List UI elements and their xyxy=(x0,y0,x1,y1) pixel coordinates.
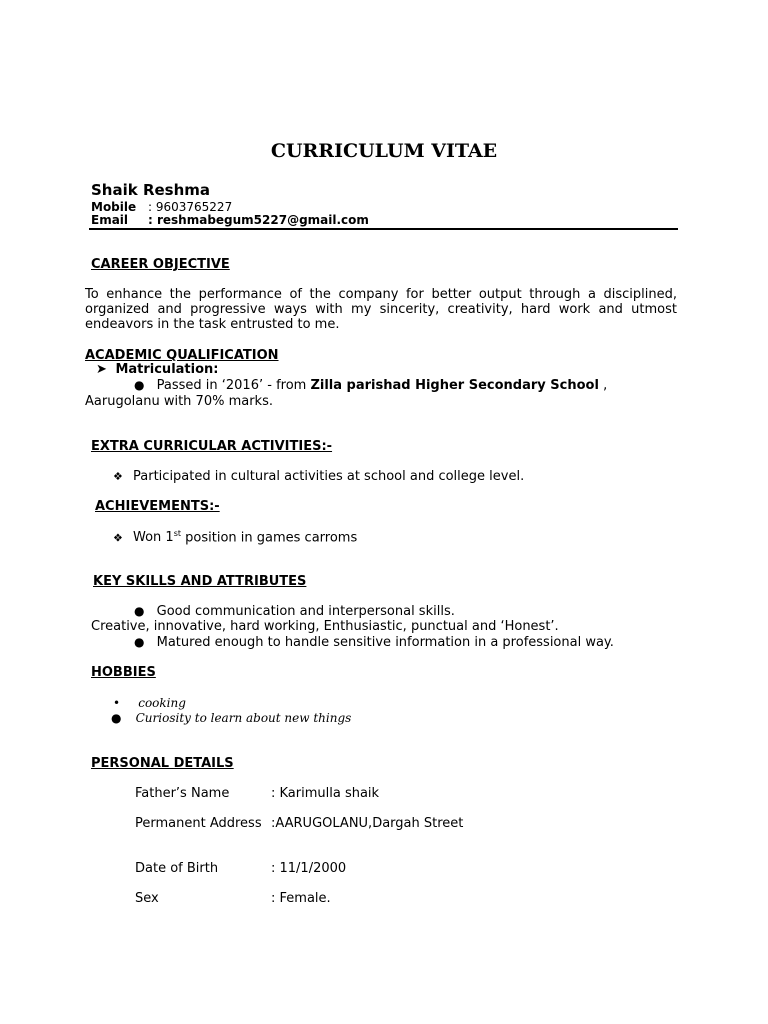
diamond-bullet-icon: ❖ xyxy=(113,531,123,545)
extra-curricular-item xyxy=(113,469,524,484)
achievement-pre: Won 1 xyxy=(133,530,174,546)
career-objective-text: To enhance the performance of the company for better output through a disciplined, organized and progressive ways with my sincerity, creativity, hard work and utmost endeavors in the task entrusted to me. xyxy=(85,287,677,332)
skill-text-3: Matured enough to handle sensitive information in a professional way. xyxy=(156,635,614,650)
personal-value-address: :AARUGOLANU,Dargah Street xyxy=(271,816,464,831)
personal-value-sex: : Female. xyxy=(271,891,331,906)
bullet-icon: ● xyxy=(134,604,145,618)
personal-label-sex: Sex xyxy=(135,891,159,906)
achievements-heading: ACHIEVEMENTS:- xyxy=(95,499,220,514)
achievement-sup: st xyxy=(173,529,182,538)
academic-line-post: , xyxy=(598,378,608,393)
skill-text-1: Good communication and interpersonal skills. xyxy=(156,604,455,619)
mobile-value: : 9603765227 xyxy=(148,200,233,214)
bullet-icon: • xyxy=(113,696,121,710)
school-name: Zilla parishad Higher Secondary School xyxy=(310,378,599,393)
academic-heading: ACADEMIC QUALIFICATION xyxy=(85,348,279,363)
personal-details-heading: PERSONAL DETAILS xyxy=(91,756,234,771)
bullet-icon: ● xyxy=(134,378,145,392)
matriculation-item xyxy=(96,362,218,377)
email-label: Email xyxy=(91,213,129,227)
achievement-item xyxy=(113,529,357,545)
hobby-item-1 xyxy=(113,696,186,711)
personal-label-address: Permanent Address xyxy=(135,816,262,831)
achievement-post: position in games carroms xyxy=(181,530,358,546)
academic-line-pre: Passed in ‘2016’ - from xyxy=(156,378,311,393)
key-skills-heading: KEY SKILLS AND ATTRIBUTES xyxy=(93,574,307,589)
personal-value-dob: : 11/1/2000 xyxy=(271,861,347,876)
candidate-name: Shaik Reshma xyxy=(91,181,211,199)
hobby-text-2: Curiosity to learn about new things xyxy=(135,711,352,725)
extra-curricular-heading: EXTRA CURRICULAR ACTIVITIES:- xyxy=(91,439,333,454)
matriculation-label: Matriculation: xyxy=(115,362,219,377)
hobby-text-1: cooking xyxy=(138,696,186,710)
personal-label-father: Father’s Name xyxy=(135,786,230,801)
arrow-bullet-icon: ➤ xyxy=(96,362,107,377)
extra-curricular-text: Participated in cultural activities at school and college level. xyxy=(133,469,525,484)
academic-line xyxy=(134,378,607,393)
skill-item-1 xyxy=(134,604,455,619)
skill-line-2: Creative, innovative, hard working, Enthusiastic, punctual and ‘Honest’. xyxy=(91,619,559,634)
email-value: : reshmabegum5227@gmail.com xyxy=(148,213,369,227)
personal-value-father: : Karimulla shaik xyxy=(271,786,380,801)
page-title: CURRICULUM VITAE xyxy=(270,140,498,162)
skill-item-3 xyxy=(134,635,614,650)
mobile-label: Mobile xyxy=(91,200,137,214)
hobby-item-2 xyxy=(111,711,351,726)
hobbies-heading: HOBBIES xyxy=(91,665,156,680)
bullet-icon: ● xyxy=(111,711,122,725)
bullet-icon: ● xyxy=(134,635,145,649)
career-objective-heading: CAREER OBJECTIVE xyxy=(91,257,230,272)
academic-line2: Aarugolanu with 70% marks. xyxy=(85,394,273,409)
diamond-bullet-icon: ❖ xyxy=(113,470,123,483)
personal-label-dob: Date of Birth xyxy=(135,861,219,876)
header-divider xyxy=(89,228,678,230)
